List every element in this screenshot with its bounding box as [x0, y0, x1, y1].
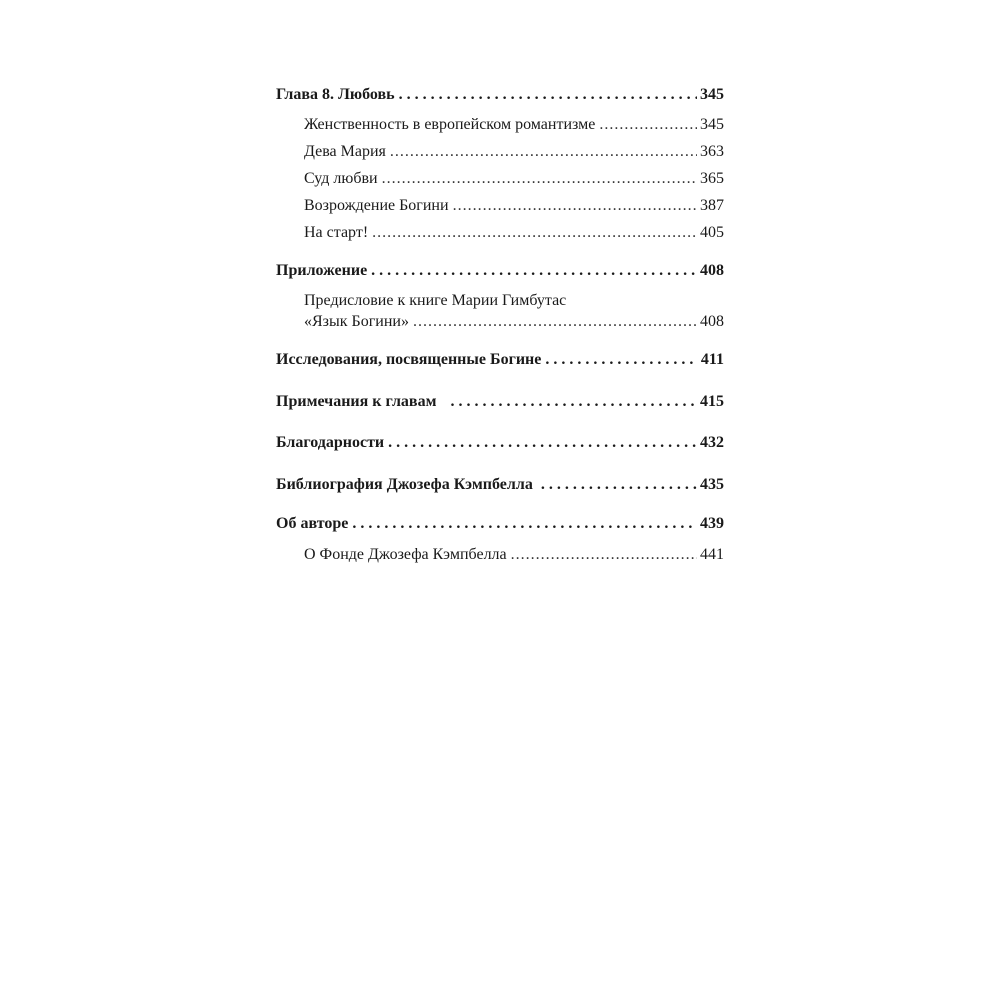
- dot-leader: [511, 546, 697, 564]
- toc-subentry-page: 387: [700, 197, 724, 214]
- toc-subentry-page: 441: [700, 546, 724, 563]
- toc-subentry-title: Дева Мария: [304, 143, 386, 160]
- toc-entry-page: 432: [700, 434, 724, 451]
- toc-subentry-page: 405: [700, 224, 724, 241]
- dot-leader: [599, 116, 697, 134]
- toc-entry-title: Глава 8. Любовь: [276, 86, 395, 103]
- toc-entry-title: Благодарности: [276, 434, 385, 451]
- toc-entry-page: 439: [700, 515, 724, 532]
- toc-subentry-title: Возрождение Богини: [304, 197, 449, 214]
- toc-subentry[interactable]: [276, 197, 724, 215]
- table-of-contents: [276, 0, 724, 1000]
- dot-leader: [372, 224, 697, 242]
- dot-leader: [450, 393, 697, 411]
- toc-entry-page: 415: [700, 393, 724, 410]
- toc-entry-chapter-8[interactable]: [276, 86, 724, 104]
- toc-entry-research[interactable]: [276, 351, 724, 369]
- toc-entry-acknowledgements[interactable]: [276, 434, 724, 452]
- dot-leader: [399, 86, 697, 104]
- dot-leader: [541, 476, 697, 494]
- toc-entry-page: 345: [700, 86, 724, 103]
- toc-entry-about-author[interactable]: [276, 515, 724, 533]
- dot-leader: [388, 434, 697, 452]
- toc-subentry[interactable]: [276, 116, 724, 134]
- dot-leader: [390, 143, 697, 161]
- toc-entry-title: Приложение: [276, 262, 368, 279]
- toc-subentry-title: На старт!: [304, 224, 369, 241]
- dot-leader: [352, 515, 697, 533]
- toc-entry-page: 408: [700, 262, 724, 279]
- toc-subentry-page: 365: [700, 170, 724, 187]
- dot-leader: [545, 351, 698, 369]
- dot-leader: [371, 262, 697, 280]
- toc-entry-appendix[interactable]: [276, 262, 724, 280]
- toc-subentry[interactable]: [276, 546, 724, 564]
- toc-subentry-title: Суд любви: [304, 170, 378, 187]
- dot-leader: [382, 170, 697, 188]
- toc-subentry-page: 345: [700, 116, 724, 133]
- toc-entry-bibliography[interactable]: [276, 476, 724, 494]
- toc-entry-title: Библиография Джозефа Кэмпбелла: [276, 476, 533, 493]
- toc-entry-page: 435: [700, 476, 724, 493]
- toc-subentry-page: 408: [700, 313, 724, 330]
- dot-leader: [453, 197, 697, 215]
- toc-subentry-title: Женственность в европейском романтизме: [304, 116, 596, 133]
- toc-subentry[interactable]: [276, 143, 724, 161]
- toc-subentry-page: 363: [700, 143, 724, 160]
- toc-subentry[interactable]: [276, 224, 724, 242]
- toc-subentry[interactable]: [276, 313, 724, 331]
- dot-leader: [413, 313, 697, 331]
- toc-entry-title: Примечания к главам: [276, 393, 437, 410]
- toc-subentry[interactable]: [276, 170, 724, 188]
- toc-entry-notes[interactable]: [276, 393, 724, 411]
- toc-entry-title: Об авторе: [276, 515, 349, 532]
- toc-entry-page: 411: [700, 351, 724, 368]
- toc-subentry-title-line1[interactable]: Предисловие к книге Марии Гимбутас: [304, 292, 567, 309]
- toc-subentry-title-line2: «Язык Богини»: [304, 313, 409, 330]
- toc-entry-title: Исследования, посвященные Богине: [276, 351, 542, 368]
- toc-subentry-title: О Фонде Джозефа Кэмпбелла: [304, 546, 507, 563]
